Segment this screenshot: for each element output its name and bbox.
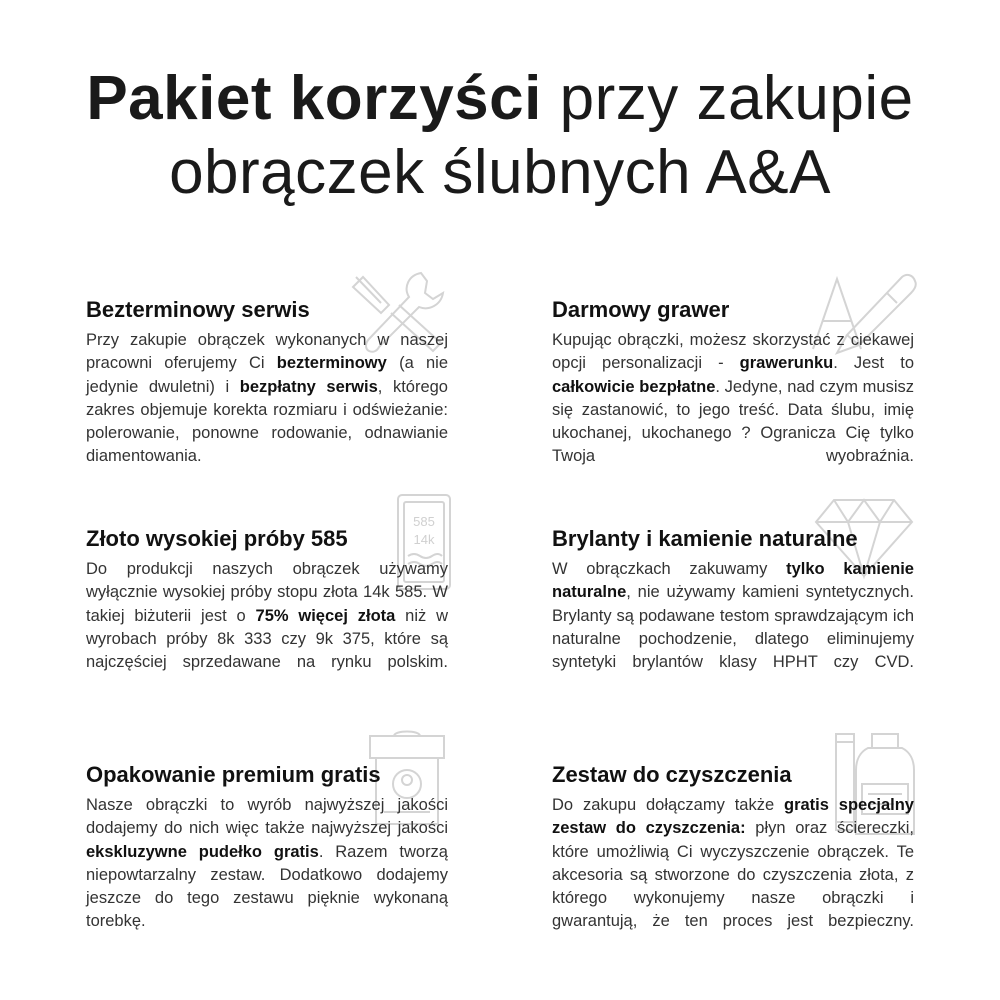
benefit-text: W obrączkach zakuwamy tylko kamienie naturalne, nie używamy kamieni syntetycznych. Brylanty są podawane testom sprawdzającym ich naturalne pochodzenie, dlatego eliminujemy syntetyki brylantów klasy HPHT czy CVD. bbox=[552, 560, 914, 672]
benefit-text: Do zakupu dołączamy także gratis specjalny zestaw do czyszczenia: płyn oraz ściereczki, które umożliwią Ci wyczyszczenie obrączek. Te akcesoria są stworzone do czyszczenia złota, z którego wykonujemy nasze obrączki i gwarantują, że ten proces jest bezpieczny. bbox=[552, 796, 914, 931]
benefit-heading: Złoto wysokiej próby 585 bbox=[86, 526, 348, 551]
benefit-heading: Darmowy grawer bbox=[552, 297, 730, 322]
benefit-heading: Bezterminowy serwis bbox=[86, 297, 310, 322]
benefit-cleaning bbox=[552, 762, 914, 934]
gold-stamp-14k: 14k bbox=[413, 532, 435, 547]
benefit-heading: Opakowanie premium gratis bbox=[86, 762, 381, 787]
title-line-1 bbox=[0, 62, 1000, 136]
page-title bbox=[0, 62, 1000, 210]
title-line-2: obrączek ślubnych A&A bbox=[169, 138, 831, 207]
title-rest: przy zakupie bbox=[541, 64, 914, 133]
benefit-text: Przy zakupie obrączek wykonanych w naszej pracowni oferujemy Ci bezterminowy (a nie jedynie dwuletni) i bezpłatny serwis, którego zakres objemuje korekta rozmiaru i odświeżanie: polerowanie, ponowne rodowanie, odnawianie diamentowania. bbox=[86, 331, 449, 466]
gold-stamp-585: 585 bbox=[413, 514, 435, 529]
benefit-engraving bbox=[552, 297, 914, 469]
benefit-text: Nasze obrączki to wyrób najwyższej jakości dodajemy do nich więc także najwyższej jakości ekskluzywne pudełko gratis. Razem tworzą niepowtarzalny zestaw. Dodatkowo dodajemy jeszcze do tego zestawu pięknie wykonaną torebkę. bbox=[86, 796, 448, 931]
benefit-diamonds bbox=[552, 526, 914, 674]
benefit-heading: Zestaw do czyszczenia bbox=[552, 762, 792, 787]
benefit-text: Do produkcji naszych obrączek używamy wyłącznie wysokiej próby stopu złota 14k 585. W takiej biżuterii jest o 75% więcej złota niż w wyrobach próby 8k 333 czy 9k 375, które są najczęściej sprzedawane na rynku polskim. bbox=[86, 560, 448, 672]
benefit-gold bbox=[86, 514, 448, 674]
title-bold: Pakiet korzyści bbox=[86, 64, 542, 133]
benefit-packaging bbox=[86, 762, 448, 934]
benefit-service bbox=[86, 297, 448, 469]
benefit-text: Kupując obrączki, możesz skorzystać z ciekawej opcji personalizacji - grawerunku. Jest to całkowicie bezpłatne. Jedyne, nad czym musisz się zastanowić, to jego treść. Data ślubu, imię ukochanej, ukochanego ? Ogranicza Cię tylko Twoja wyobraźnia. bbox=[552, 331, 914, 466]
benefit-heading: Brylanty i kamienie naturalne bbox=[552, 526, 858, 551]
